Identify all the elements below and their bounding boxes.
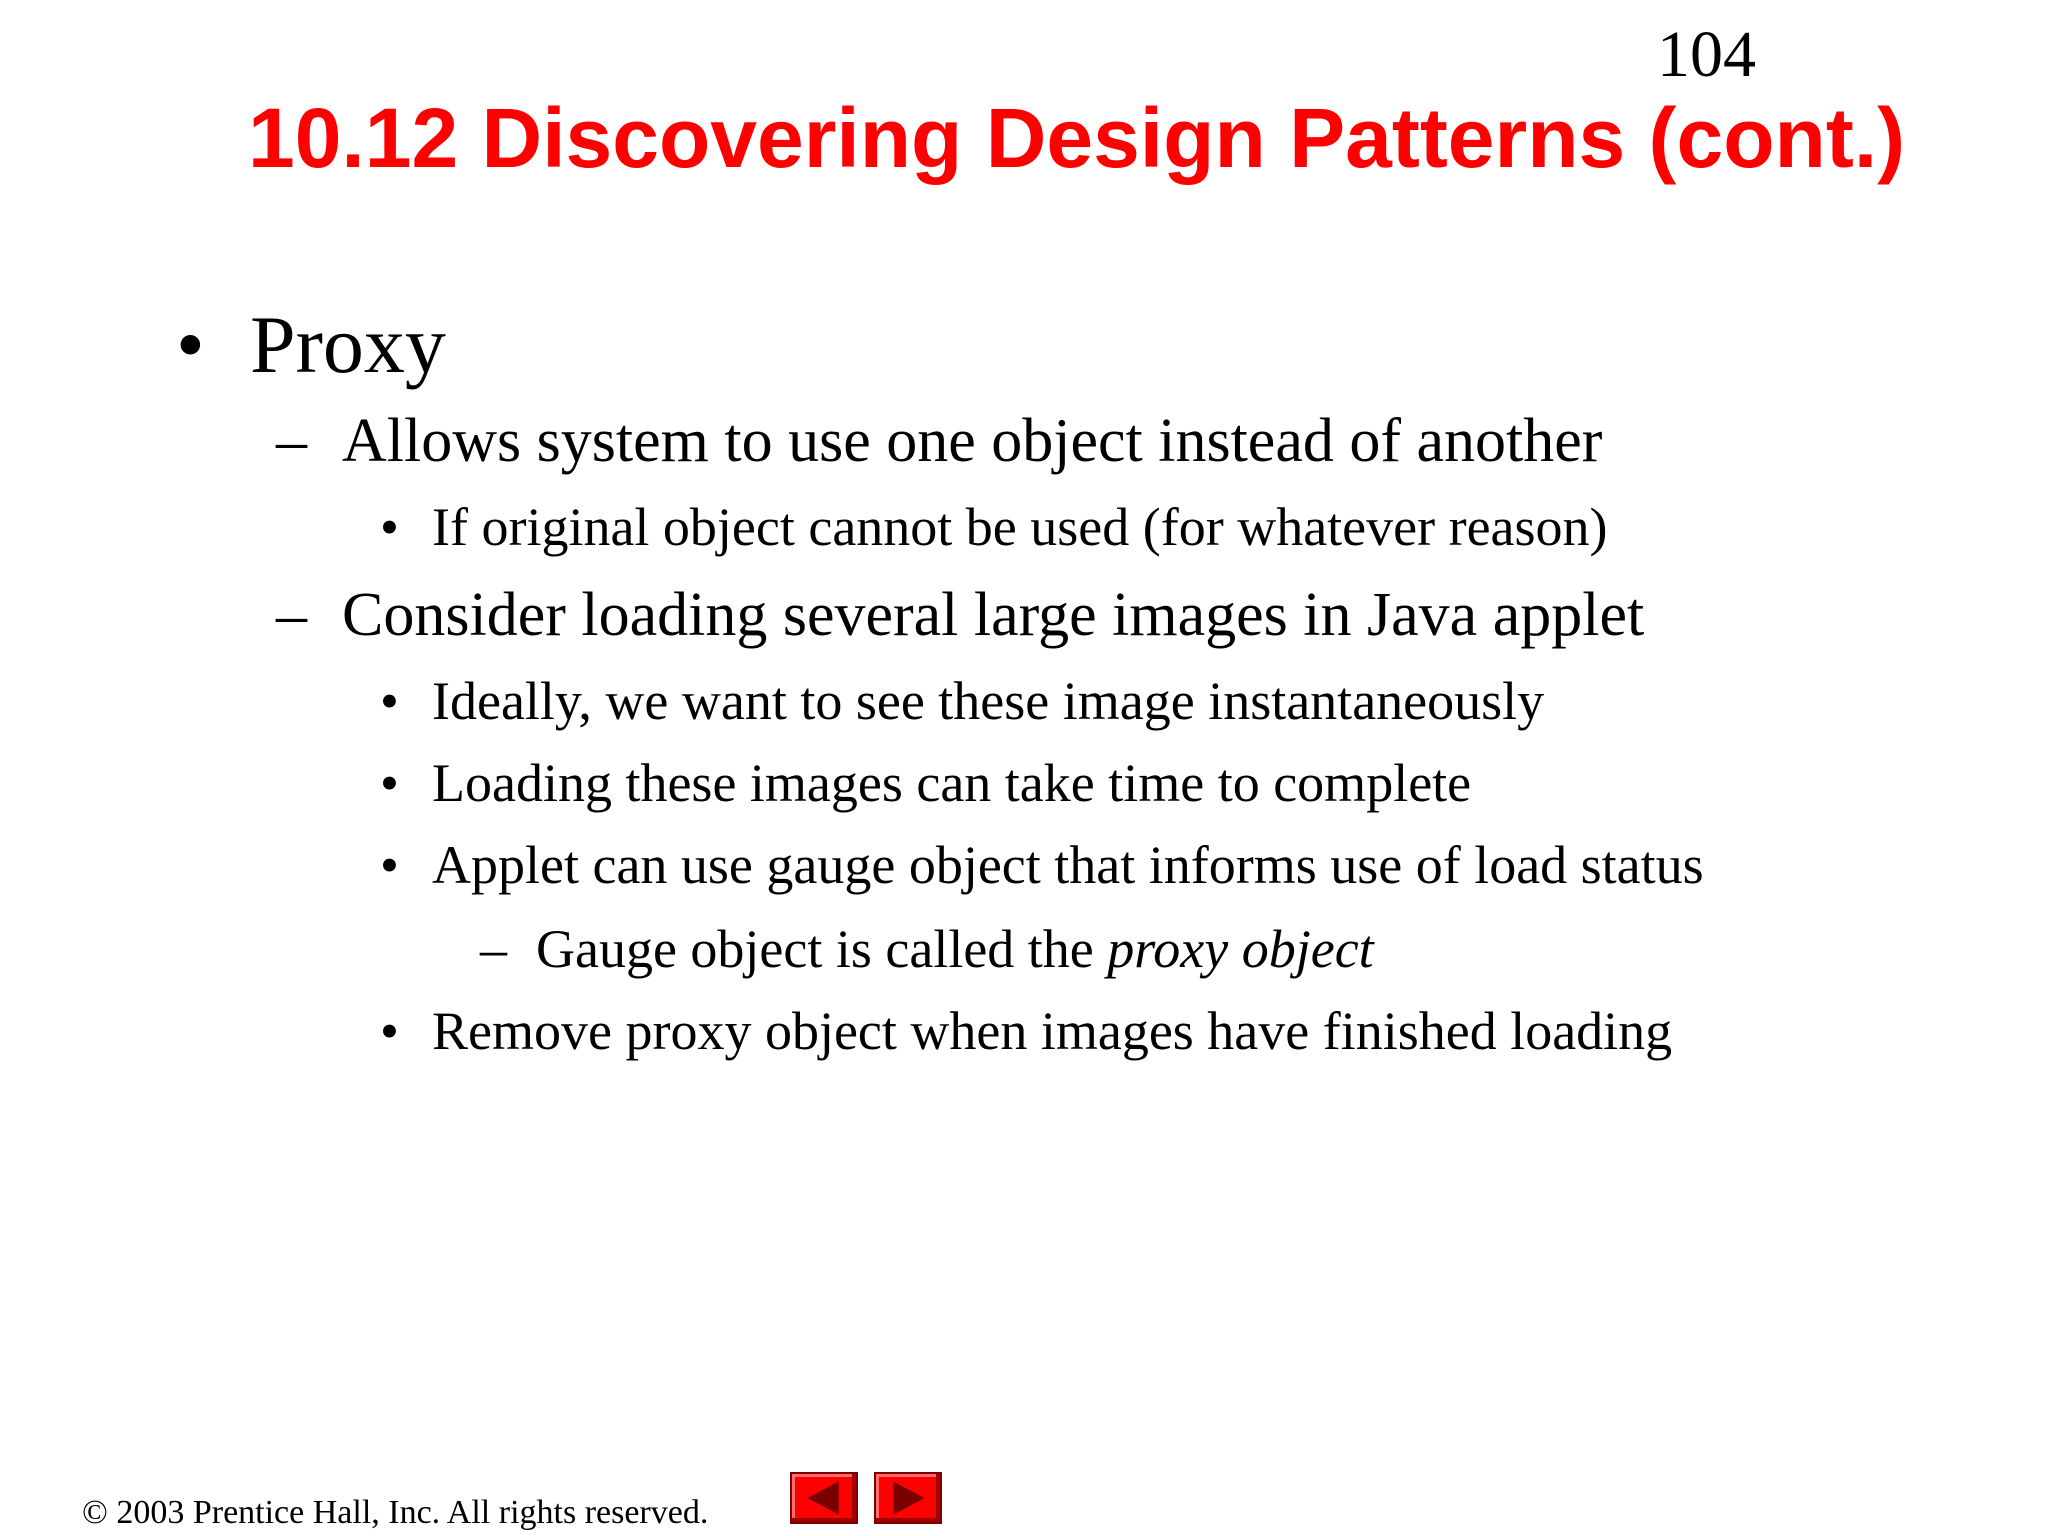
level4-bullet-text	[536, 919, 1374, 979]
bullet-marker: •	[380, 497, 399, 557]
level4-bullet-italic-text: proxy object	[1107, 919, 1374, 979]
bullet-marker: •	[380, 671, 399, 731]
bullet-text: Proxy	[250, 299, 446, 390]
bullet-marker: •	[176, 299, 205, 390]
next-slide-button[interactable]	[874, 1472, 942, 1524]
left-triangle-icon	[792, 1474, 856, 1522]
page-number: 104	[1657, 18, 1756, 91]
sub-sub-bullet-text: Loading these images can take time to complete	[432, 753, 1472, 813]
sub-bullet-text: Consider loading several large images in Java applet	[342, 581, 1645, 649]
sub-sub-bullet-text: Remove proxy object when images have finished loading	[432, 1001, 1673, 1061]
bullet-marker: •	[380, 1001, 399, 1061]
slide-title: 10.12 Discovering Design Patterns (cont.)	[248, 91, 1906, 185]
dash-marker: –	[480, 919, 507, 979]
sub-sub-bullet-text: If original object cannot be used (for whatever reason)	[432, 497, 1608, 557]
copyright-footer: © 2003 Prentice Hall, Inc. All rights reserved.	[82, 1494, 709, 1531]
dash-marker: –	[276, 581, 307, 649]
previous-slide-button[interactable]	[790, 1472, 858, 1524]
sub-bullet-text: Allows system to use one object instead of another	[342, 407, 1603, 475]
sub-sub-bullet-text: Ideally, we want to see these image instantaneously	[432, 671, 1545, 731]
bullet-marker: •	[380, 835, 399, 895]
bullet-marker: •	[380, 753, 399, 813]
level4-bullet-plain-text: Gauge object is called the	[536, 919, 1108, 979]
right-triangle-icon	[876, 1474, 940, 1522]
dash-marker: –	[276, 407, 307, 475]
sub-sub-bullet-text: Applet can use gauge object that informs use of load status	[432, 835, 1704, 895]
